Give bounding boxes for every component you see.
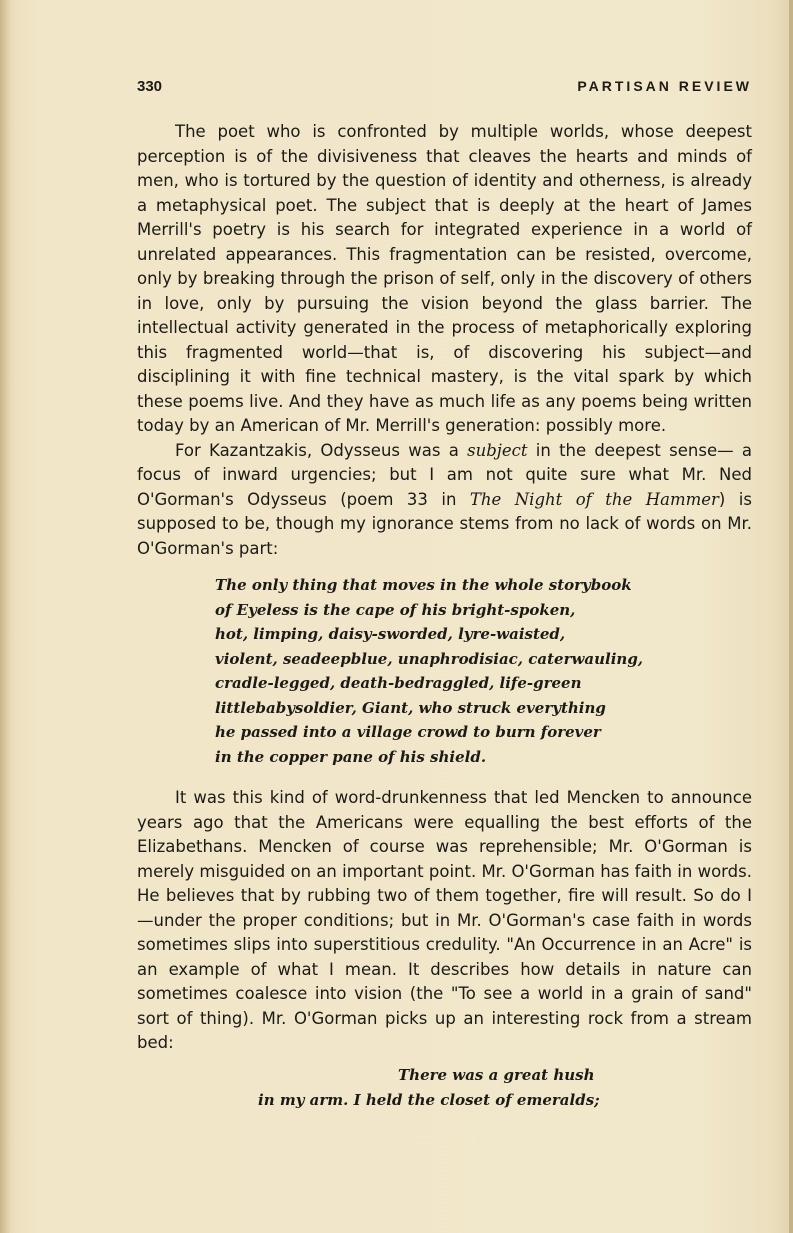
page-edge — [789, 0, 793, 1233]
poem-line: cradle-legged, death-bedraggled, life-green — [215, 674, 582, 692]
emphasis-subject: subject — [467, 440, 528, 460]
body-text-bottom — [137, 786, 752, 1056]
running-title: PARTISAN REVIEW — [577, 78, 752, 94]
book-title: The Night of the Hammer — [469, 489, 719, 509]
poem-line: hot, limping, daisy-sworded, lyre-waisted, — [215, 625, 566, 643]
poem-line: The only thing that moves in the whole storybook — [215, 576, 632, 594]
running-header — [137, 78, 752, 102]
poem-line: of Eyeless is the cape of his bright-spoken, — [215, 600, 576, 619]
poem-line: in the copper pane of his shield. — [215, 747, 487, 766]
poem-line: in my arm. I held the closet of emeralds; — [258, 1090, 600, 1109]
poem-line: violent, seadeepblue, unaphrodisiac, caterwauling, — [215, 649, 644, 668]
page-gutter — [0, 0, 10, 1233]
paragraph-2: For Kazantzakis, Odysseus was a subject in the deepest sense— a focus of inward urgencies; but I am not quite sure what Mr. Ned O'Gorman's Odysseus (poem 33 in The Night of the Hammer) is supposed to be, though my ignorance stems from no lack of words on Mr. O'Gorman's part: — [137, 440, 752, 558]
poem-quotation-2 — [258, 1063, 600, 1112]
paragraph-3: It was this kind of word-drunkenness that led Mencken to announce years ago that the Americans were equalling the best efforts of the Elizabethans. Mencken of course was reprehensible; Mr. O'Gorman is merely misguided on an important point. Mr. O'Gorman has faith in words. He believes that by rubbing two of them together, fire will result. So do I—under the proper conditions; but in Mr. O'Gorman's case faith in words sometimes slips into superstitious credulity. "An Occurrence in an Acre" is an example of what I mean. It describes how details in nature can sometimes coalesce into vision (the "To see a world in a grain of sand" sort of thing). Mr. O'Gorman picks up an interesting rock from a stream bed: — [137, 788, 752, 1052]
poem-quotation-1 — [215, 573, 643, 769]
paragraph-1: The poet who is confronted by multiple worlds, whose deepest perception is of the divisiveness that cleaves the hearts and minds of men, who is tortured by the question of identity and otherness, is already a metaphysical poet. The subject that is deeply at the heart of James Merrill's poetry is his search for integrated experience in a world of unrelated appearances. This fragmentation can be resisted, overcome, only by breaking through the prison of self, only in the discovery of others in love, only by pursuing the vision beyond the glass barrier. The intellectual activity generated in the process of metaphorically exploring this fragmented world—that is, of discovering his subject—and disciplining it with fine technical mastery, is the vital spark by which these poems live. And they have as much life as any poems being written today by an American of Mr. Merrill's generation: possibly more. — [137, 122, 752, 435]
poem-line: littlebabysoldier, Giant, who struck everything — [215, 698, 606, 717]
poem-line: he passed into a village crowd to burn forever — [215, 723, 601, 741]
poem-line: There was a great hush — [398, 1066, 595, 1084]
page-number: 330 — [137, 78, 163, 95]
body-text-top — [137, 120, 752, 561]
